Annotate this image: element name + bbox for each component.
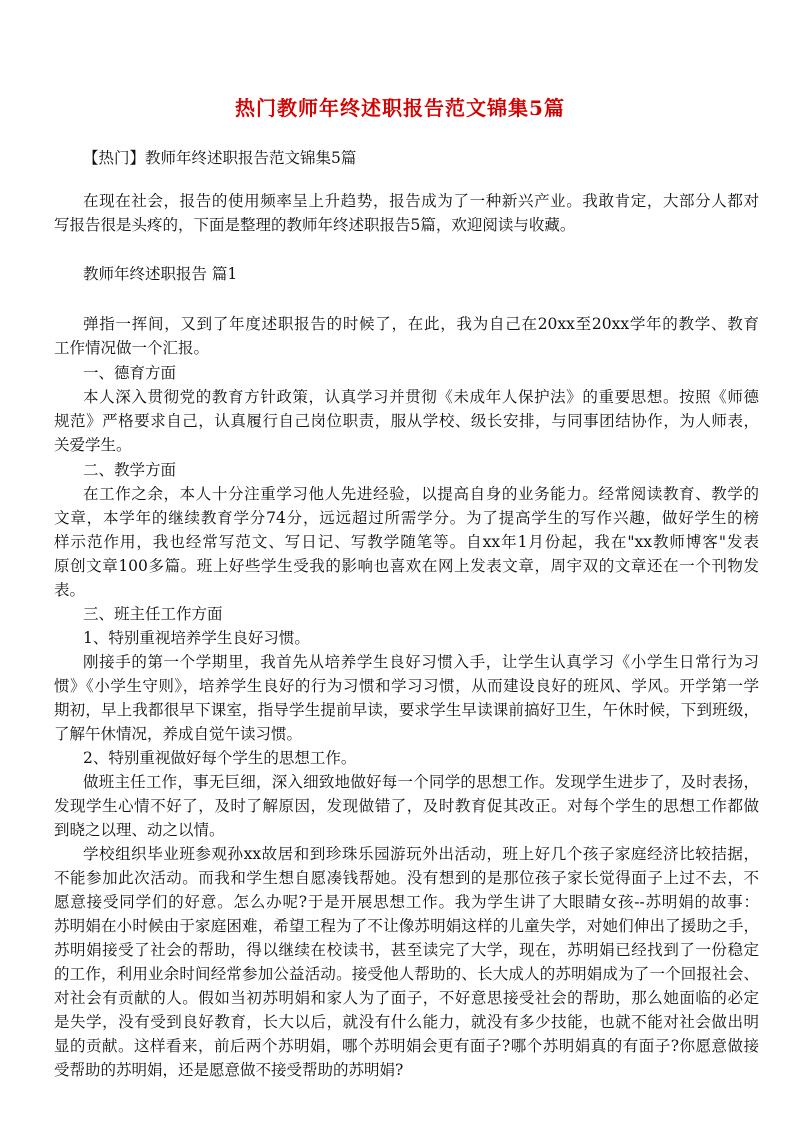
body-line: 苏明娟接受了社会的帮助，得以继续在校读书，甚至读完了大学，现在，苏明娟已经找到了一份稳定 [54, 941, 759, 959]
document-subtitle: 【热门】教师年终述职报告范文锦集5篇 [83, 149, 357, 167]
body-line: 期初，早上我都很早下课室，指导学生提前早读，要求学生早读课前搞好卫生，午休时候，下到班级， [54, 701, 759, 719]
list-item: 1、特别重视培养学生良好习惯。 [83, 629, 310, 647]
subheading: 一、德育方面 [83, 364, 177, 382]
body-line: 苏明娟在小时候由于家庭困难，希望工程为了不让像苏明娟这样的儿童失学，对她们伸出了援助之手， [54, 917, 759, 935]
body-line: 是失学，没有受到良好教育，长大以后，就没有什么能力，就没有多少技能，也就不能对社会做出明 [54, 1013, 759, 1031]
body-line: 工作情况做一个汇报。 [54, 339, 210, 357]
body-line: 弹指一挥间，又到了年度述职报告的时候了，在此，我为自己在20xx至20xx学年的教学、教育 [83, 315, 759, 333]
section-heading: 教师年终述职报告 篇1 [83, 265, 238, 283]
body-line: 规范》严格要求自己，认真履行自己岗位职责，服从学校、级长安排，与同事团结协作，为人师表， [54, 412, 759, 430]
body-line: 发现学生心情不好了，及时了解原因，发现做错了，及时教育促其改正。对每个学生的思想工作都做 [54, 797, 759, 815]
body-line: 的工作，利用业余时间经常参加公益活动。接受他人帮助的、长大成人的苏明娟成为了一个回报社会、 [54, 965, 759, 983]
subheading: 三、班主任工作方面 [83, 605, 223, 623]
body-line: 显的贡献。这样看来，前后两个苏明娟，哪个苏明娟会更有面子?哪个苏明娟真的有面子?你愿意做接 [54, 1037, 759, 1055]
body-line: 对社会有贡献的人。假如当初苏明娟和家人为了面子，不好意思接受社会的帮助，那么她面临的必定 [54, 989, 759, 1007]
body-line: 愿意接受同学们的好意。怎么办呢?于是开展思想工作。我为学生讲了大眼睛女孩--苏明娟的故事： [54, 893, 759, 911]
body-line: 原创文章100多篇。班上好些学生受我的影响也喜欢在网上发表文章，周宇双的文章还在一个刊物发 [54, 557, 759, 575]
body-line: 关爱学生。 [54, 436, 132, 454]
body-line: 受帮助的苏明娟，还是愿意做不接受帮助的苏明娟? [54, 1061, 404, 1079]
body-line: 表。 [54, 581, 86, 599]
body-line: 惯》《小学生守则》，培养学生良好的行为习惯和学习习惯，从而建设良好的班风、学风。开学第一学 [54, 677, 759, 695]
body-line: 不能参加此次活动。而我和学生想自愿凑钱帮她。没有想到的是那位孩子家长觉得面子上过不去，不 [54, 869, 759, 887]
intro-line: 在现在社会，报告的使用频率呈上升趋势，报告成为了一种新兴产业。我敢肯定，大部分人都对 [83, 192, 759, 210]
body-line: 学校组织毕业班参观孙xx故居和到珍珠乐园游玩外出活动，班上好几个孩子家庭经济比较拮据， [83, 845, 759, 863]
body-line: 文章，本学年的继续教育学分74分，远远超过所需学分。为了提高学生的写作兴趣，做好学生的榜 [54, 509, 759, 527]
body-line: 做班主任工作，事无巨细，深入细致地做好每一个同学的思想工作。发现学生进步了，及时表扬， [83, 773, 759, 791]
document-title: 热门教师年终述职报告范文锦集5篇 [235, 96, 565, 120]
body-line: 刚接手的第一个学期里，我首先从培养学生良好习惯入手，让学生认真学习《小学生日常行为习 [83, 653, 759, 671]
body-line: 本人深入贯彻党的教育方针政策，认真学习并贯彻《未成年人保护法》的重要思想。按照《师德 [83, 388, 759, 406]
body-line: 到晓之以理、动之以情。 [54, 821, 225, 839]
body-line: 样示范作用，我也经常写范文、写日记、写教学随笔等。自xx年1月份起，我在"xx教师博客"发表 [54, 533, 759, 551]
list-item: 2、特别重视做好每个学生的思想工作。 [83, 749, 357, 767]
body-line: 了解午休情况，养成自觉午读习惯。 [54, 725, 303, 743]
body-line: 在工作之余，本人十分注重学习他人先进经验，以提高自身的业务能力。经常阅读教育、教学的 [83, 485, 759, 503]
subheading: 二、教学方面 [83, 461, 177, 479]
intro-line: 写报告很是头疼的，下面是整理的教师年终述职报告5篇，欢迎阅读与收藏。 [54, 216, 576, 234]
